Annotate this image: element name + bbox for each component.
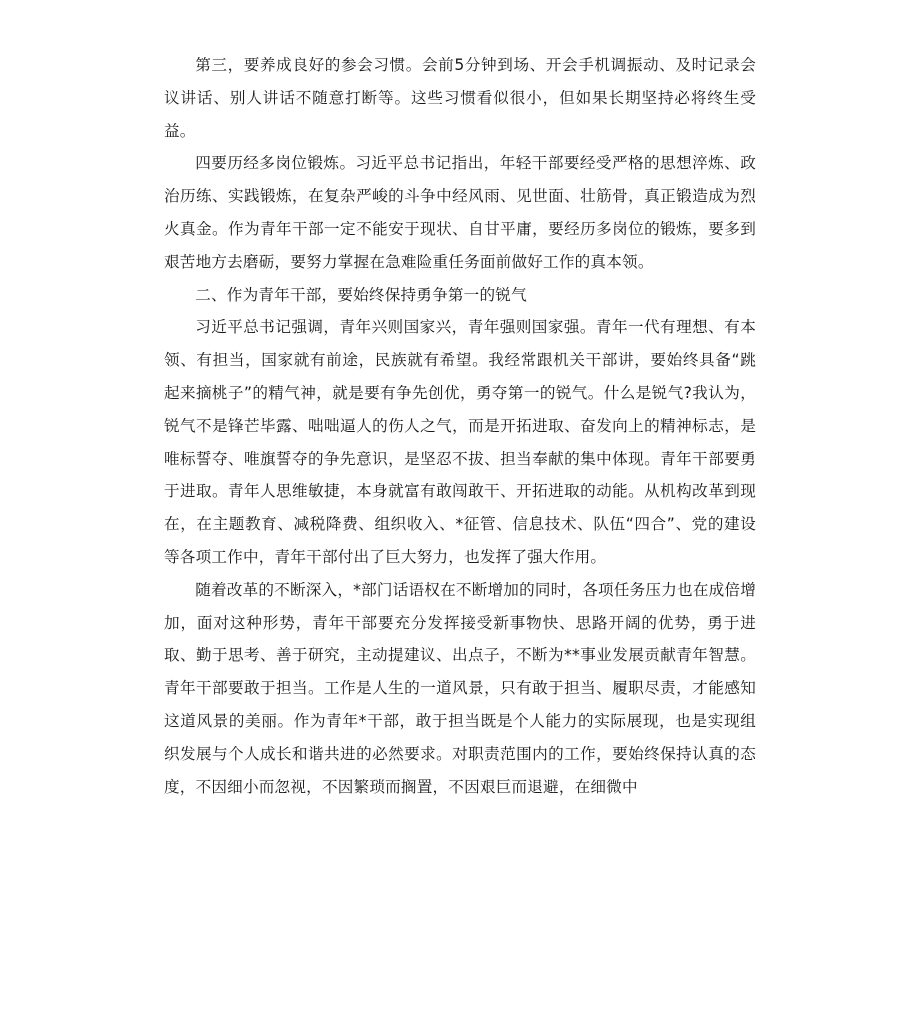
paragraph-reform-responsibility: 随着改革的不断深入，*部门话语权在不断增加的同时，各项任务压力也在成倍增加，面对这种形势，青年干部要充分发挥接受新事物快、思路开阔的优势，勇于进取、勤于思考、善于研究，主动提建议、出点子，不断为**事业发展贡献青年智慧。青年干部要敢于担当。工作是人生的一道风景，只有敢于担当、履职尽责，才能感知这道风景的美丽。作为青年*干部，敢于担当既是个人能力的实际展现，也是实现组织发展与个人成长和谐共进的必然要求。对职责范围内的工作，要始终保持认真的态度，不因细小而忽视，不因繁琐而搁置，不因艰巨而退避，在细微中 bbox=[164, 580, 756, 796]
paragraph-multi-post-training: 四要历经多岗位锻炼。习近平总书记指出，年轻干部要经受严格的思想淬炼、政治历练、实践锻炼，在复杂严峻的斗争中经风雨、见世面、壮筋骨，真正锻造成为烈火真金。作为青年干部一定不能安于现状、自甘平庸，要经历多岗位的锻炼，要多到艰苦地方去磨砺，要努力掌握在急难险重任务面前做好工作的真本领。 bbox=[164, 154, 756, 271]
paragraph-youth-spirit: 习近平总书记强调，青年兴则国家兴，青年强则国家强。青年一代有理想、有本领、有担当，国家就有前途，民族就有希望。我经常跟机关干部讲，要始终具备“跳起来摘桃子”的精气神，就是要有争先创优，勇夺第一的锐气。什么是锐气?我认为，锐气不是锋芒毕露、咄咄逼人的伤人之气，而是开拓进取、奋发向上的精神标志，是唯标誓夺、唯旗誓夺的争先意识，是坚忍不拔、担当奉献的集中体现。青年干部要勇于进取。青年人思维敏捷，本身就富有敢闯敢干、开拓进取的动能。从机构改革到现在，在主题教育、减税降费、组织收入、*征管、信息技术、队伍“四合”、党的建设等各项工作中，青年干部付出了巨大努力，也发挥了强大作用。 bbox=[164, 318, 756, 566]
paragraph-meeting-habits: 第三，要养成良好的参会习惯。会前5分钟到场、开会手机调振动、及时记录会议讲话、别人讲话不随意打断等。这些习惯看似很小，但如果长期坚持必将终生受益。 bbox=[164, 56, 756, 140]
section-heading-two: 二、作为青年干部，要始终保持勇争第一的锐气 bbox=[195, 285, 527, 304]
document-page bbox=[164, 49, 756, 803]
